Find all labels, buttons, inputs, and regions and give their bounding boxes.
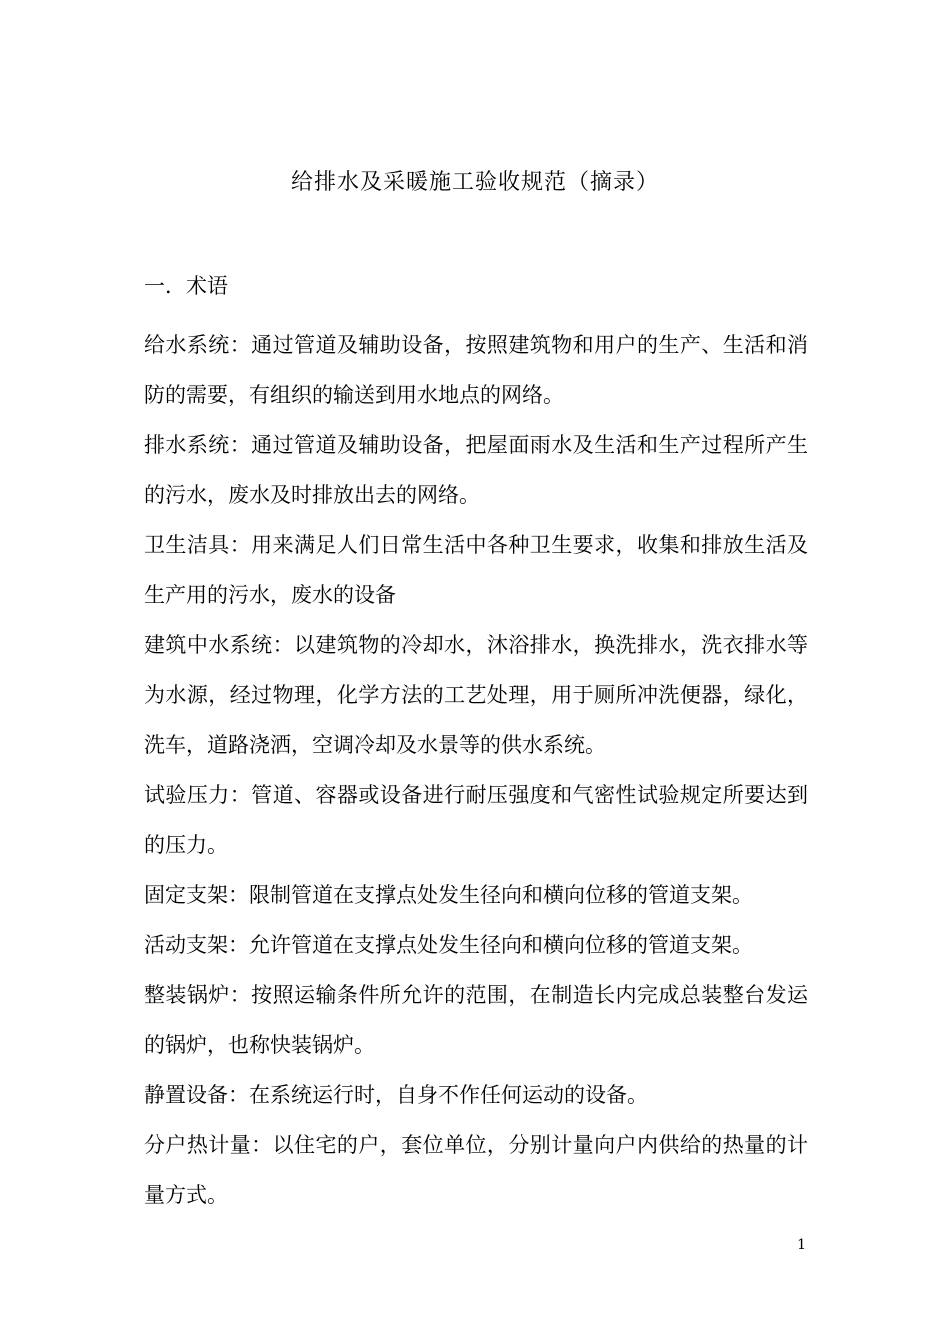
paragraph-sliding-support: 活动支架：允许管道在支撑点处发生径向和横向位移的管道支架。 [144, 933, 753, 957]
paragraph-static-equipment: 静置设备：在系统运行时，自身不作任何运动的设备。 [144, 1083, 648, 1107]
paragraph-fixed-support: 固定支架：限制管道在支撑点处发生径向和横向位移的管道支架。 [144, 883, 753, 907]
document-title: 给排水及采暖施工验收规范（摘录） [290, 170, 659, 195]
paragraph-sanitary-fixtures: 卫生洁具：用来满足人们日常生活中各种卫生要求，收集和排放生活及生产用的污水，废水的设备 [144, 533, 808, 607]
document-body [144, 320, 808, 1220]
paragraph-reclaimed-water-system: 建筑中水系统：以建筑物的冷却水，沐浴排水，换洗排水，洗衣排水等为水源，经过物理，化学方法的工艺处理，用于厕所冲洗便器，绿化，洗车，道路浇洒，空调冷却及水景等的供水系统。 [144, 633, 808, 757]
section-heading: 一．术语 [144, 274, 228, 298]
page-number: 1 [797, 1237, 806, 1253]
paragraph-test-pressure: 试验压力：管道、容器或设备进行耐压强度和气密性试验规定所要达到的压力。 [144, 783, 808, 857]
paragraph-household-heat-metering: 分户热计量：以住宅的户，套位单位，分别计量向户内供给的热量的计量方式。 [144, 1133, 808, 1207]
paragraph-packaged-boiler: 整装锅炉：按照运输条件所允许的范围，在制造长内完成总装整台发运的锅炉，也称快装锅炉。 [144, 983, 808, 1057]
paragraph-drainage-system: 排水系统：通过管道及辅助设备，把屋面雨水及生活和生产过程所产生的污水，废水及时排放出去的网络。 [144, 433, 808, 507]
paragraph-water-supply-system: 给水系统：通过管道及辅助设备，按照建筑物和用户的生产、生活和消防的需要，有组织的输送到用水地点的网络。 [144, 333, 808, 407]
